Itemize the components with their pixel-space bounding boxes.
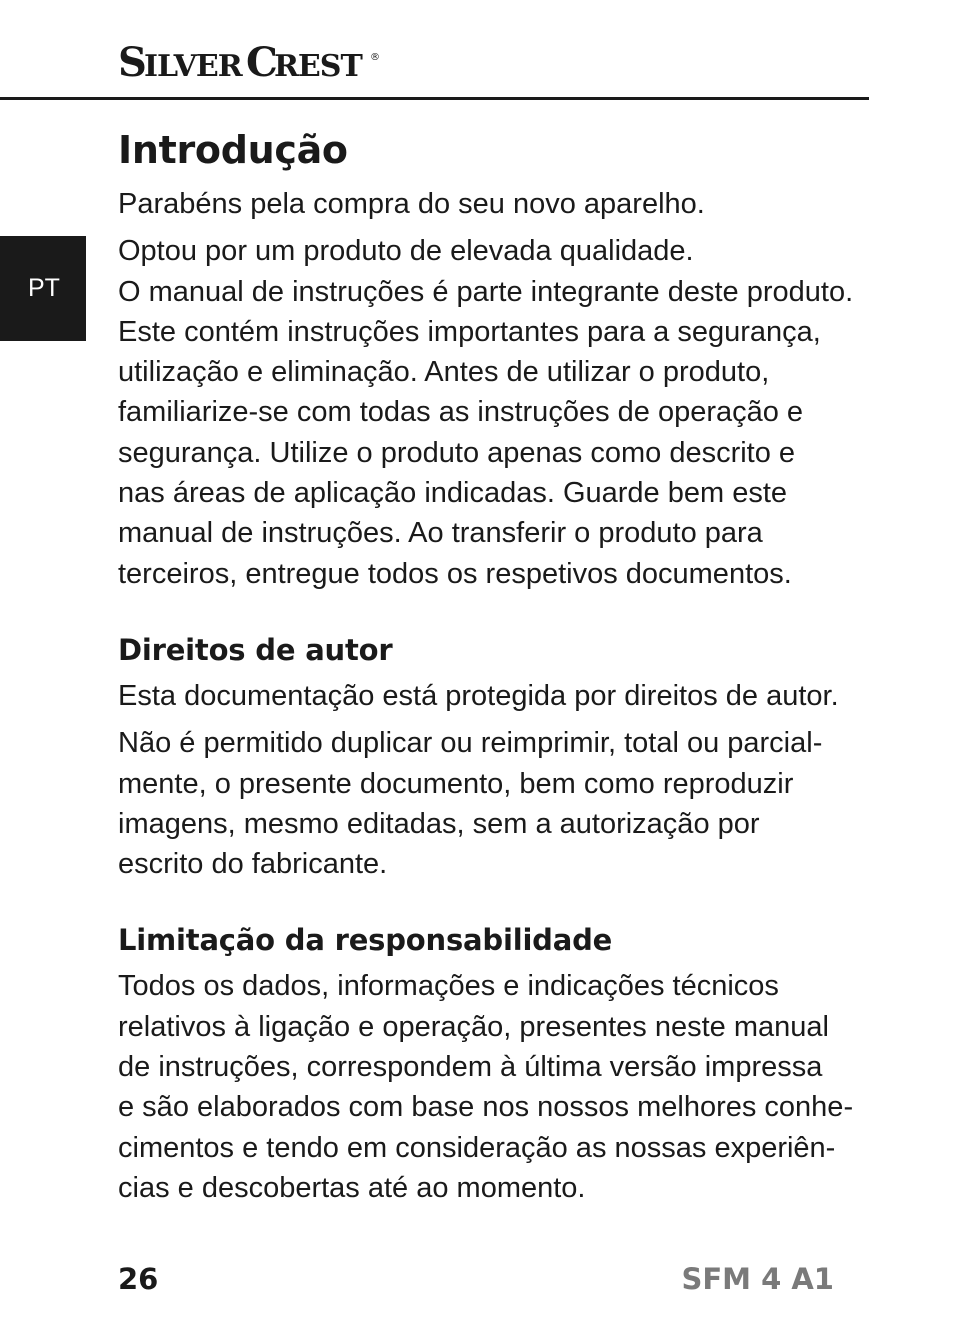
- text-line: Este contém instruções importantes para a segurança,: [118, 315, 821, 348]
- language-tab: [0, 236, 86, 341]
- text-line: O manual de instruções é parte integrante deste produto.: [118, 275, 854, 308]
- copyright-heading: Direitos de autor: [118, 632, 393, 667]
- silvercrest-logo-graphic: [118, 38, 388, 88]
- introduction-paragraph-1: [118, 184, 858, 224]
- text-line: cias e descobertas até ao momento.: [118, 1171, 586, 1204]
- model-number: SFM 4 A1: [681, 1262, 834, 1296]
- text-line: segurança. Utilize o produto apenas como descrito e: [118, 436, 796, 469]
- svg-text:C: C: [246, 39, 277, 86]
- introduction-heading: Introdução: [118, 128, 348, 172]
- text-line: nas áreas de aplicação indicadas. Guarde bem este: [118, 477, 788, 510]
- page-content: [118, 124, 858, 1208]
- text-line: Optou por um produto de elevada qualidade.: [118, 235, 694, 268]
- text-line: manual de instruções. Ao transferir o produto para: [118, 517, 763, 550]
- silvercrest-logo: [118, 38, 388, 88]
- introduction-paragraph-2: [118, 231, 858, 594]
- liability-heading: Limitação da responsabilidade: [118, 923, 613, 958]
- text-line: cimentos e tendo em consideração as nossas experiên-: [118, 1131, 836, 1164]
- svg-text:ILVER: ILVER: [144, 49, 242, 84]
- text-line: terceiros, entregue todos os respetivos documentos.: [118, 557, 792, 590]
- language-tab-label: PT: [28, 274, 60, 302]
- svg-text:REST: REST: [274, 49, 362, 84]
- text-line: Parabéns pela compra do seu novo aparelho.: [118, 188, 705, 220]
- text-line: familiarize-se com todas as instruções de operação e: [118, 396, 804, 429]
- text-line: e são elaborados com base nos nossos melhores conhe-: [118, 1091, 854, 1124]
- text-line: relativos à ligação e operação, presentes neste manual: [118, 1010, 829, 1043]
- text-line: Não é permitido duplicar ou reimprimir, total ou parcial-: [118, 727, 823, 760]
- copyright-paragraph-2: [118, 723, 858, 884]
- text-line: mente, o presente documento, bem como reproduzir: [118, 767, 794, 800]
- text-line: imagens, mesmo editadas, sem a autorização por: [118, 807, 760, 840]
- text-line: de instruções, correspondem à última versão impressa: [118, 1051, 823, 1084]
- text-line: Todos os dados, informações e indicações técnicos: [118, 970, 779, 1003]
- header-rule: [0, 97, 869, 100]
- text-line: escrito do fabricante.: [118, 848, 388, 881]
- svg-text:S: S: [118, 39, 146, 86]
- copyright-paragraph-1: [118, 676, 858, 716]
- text-line: Esta documentação está protegida por direitos de autor.: [118, 679, 839, 712]
- page-number: 26: [118, 1262, 159, 1296]
- svg-text:®: ®: [370, 52, 380, 63]
- text-line: utilização e eliminação. Antes de utilizar o produto,: [118, 356, 770, 389]
- liability-paragraph-1: [118, 966, 858, 1208]
